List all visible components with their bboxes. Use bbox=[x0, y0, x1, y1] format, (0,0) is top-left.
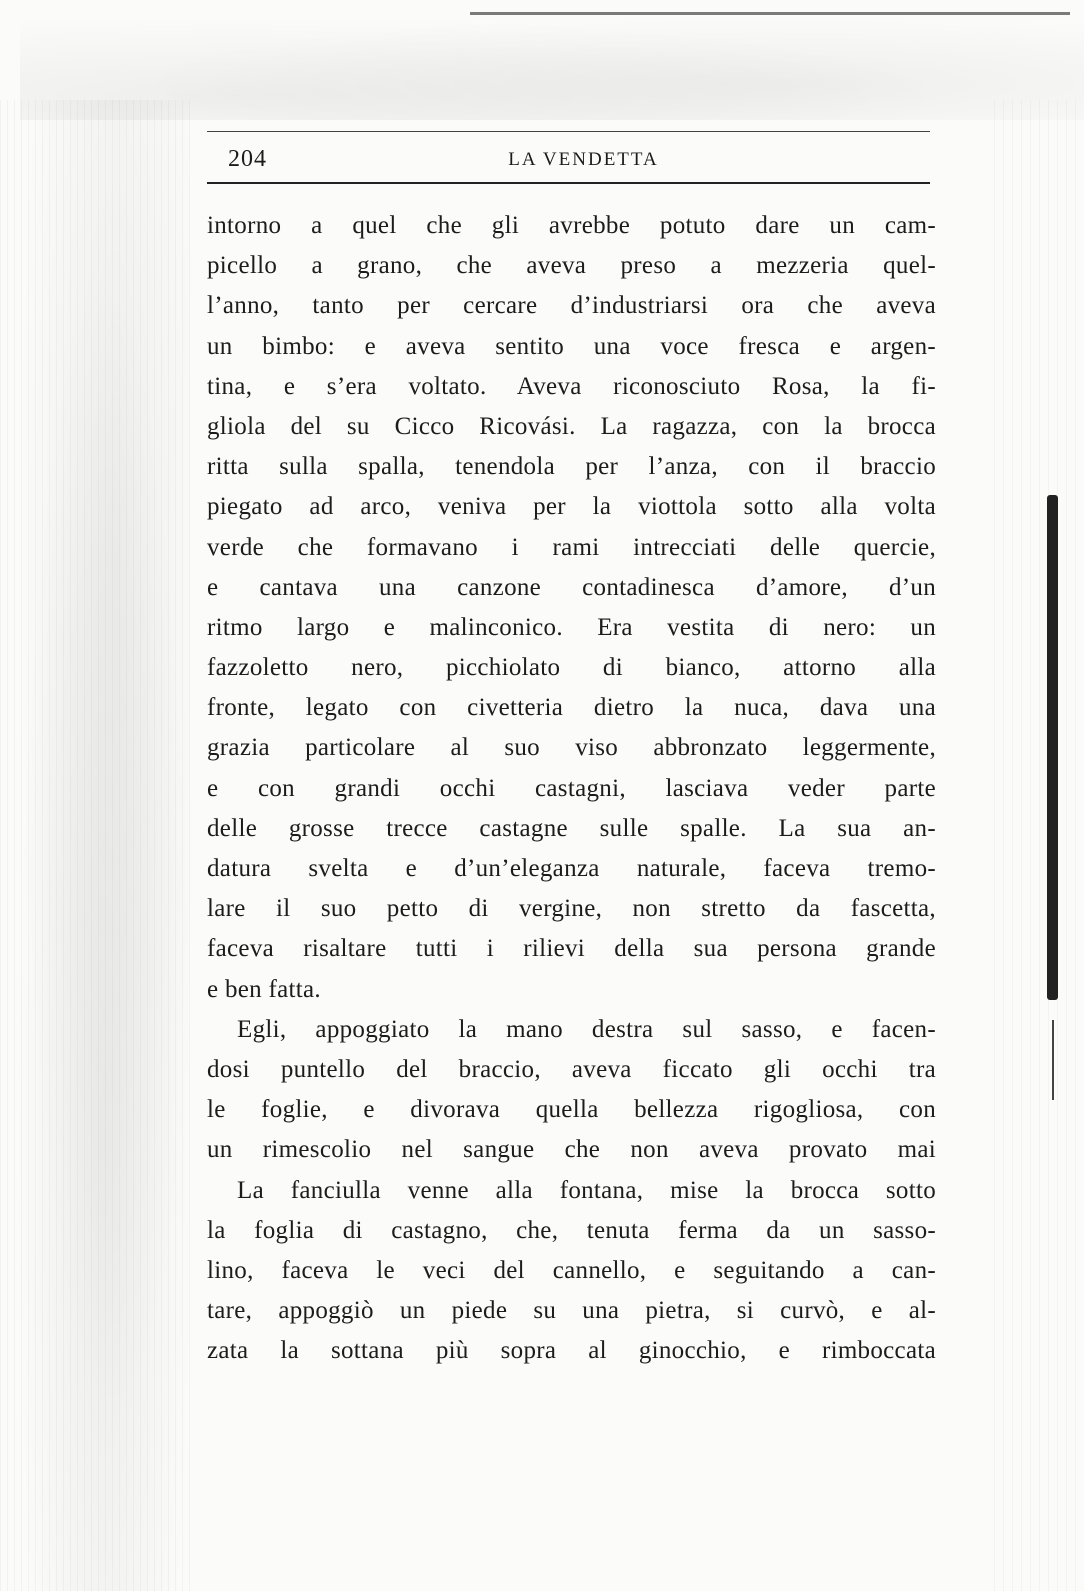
text-line: le foglie, e divorava quella bellezza rigogliosa, con bbox=[207, 1096, 936, 1124]
running-title: LA VENDETTA bbox=[508, 149, 659, 170]
text-line: e cantava una canzone contadinesca d’amore, d’un bbox=[207, 573, 936, 601]
text-line: la foglia di castagno, che, tenuta ferma da un sasso- bbox=[207, 1216, 936, 1244]
text-line: piegato ad arco, veniva per la viottola sotto alla volta bbox=[207, 493, 936, 521]
text-line: lare il suo petto di vergine, non stretto da fascetta, bbox=[207, 895, 936, 923]
text-line: l’anno, tanto per cercare d’industriarsi ora che aveva bbox=[207, 292, 936, 320]
text-line: lino, faceva le veci del cannello, e seguitando a can- bbox=[207, 1256, 936, 1284]
page-number: 204 bbox=[228, 146, 267, 172]
text-line: intorno a quel che gli avrebbe potuto dare un cam- bbox=[207, 212, 936, 239]
paragraph-end-line: un rimescolio nel sangue che non aveva provato mai bbox=[207, 1136, 936, 1164]
text-line: datura svelta e d’un’eleganza naturale, faceva tremo- bbox=[207, 855, 936, 882]
binding-shadow-line bbox=[1052, 1020, 1054, 1100]
text-line: grazia particolare al suo viso abbronzato leggermente, bbox=[207, 734, 936, 762]
body-text bbox=[207, 206, 936, 1371]
page-header bbox=[207, 138, 930, 182]
paragraph-start-line: Egli, appoggiato la mano destra sul sasso, e facen- bbox=[237, 1015, 936, 1043]
scan-noise-right-margin bbox=[994, 100, 1084, 1591]
text-line: fronte, legato con civetteria dietro la nuca, dava una bbox=[207, 694, 936, 722]
scan-edge-line bbox=[470, 12, 1070, 15]
text-line: gliola del su Cicco Ricovási. La ragazza, con la brocca bbox=[207, 412, 936, 440]
text-line: dosi puntello del braccio, aveva ficcato gli occhi tra bbox=[207, 1055, 936, 1083]
text-line: un bimbo: e aveva sentito una voce fresca e argen- bbox=[207, 332, 936, 360]
paragraph-end-line: e ben fatta. bbox=[207, 975, 321, 1003]
header-bottom-rule bbox=[207, 182, 930, 184]
text-line: ritmo largo e malinconico. Era vestita di nero: un bbox=[207, 613, 936, 641]
text-line: tina, e s’era voltato. Aveva riconosciuto Rosa, la fi- bbox=[207, 372, 936, 400]
text-line: verde che formavano i rami intrecciati delle quercie, bbox=[207, 533, 936, 561]
text-line: zata la sottana più sopra al ginocchio, e rimboccata bbox=[207, 1337, 936, 1365]
text-line: delle grosse trecce castagne sulle spalle. La sua an- bbox=[207, 814, 936, 842]
paragraph-start-line: La fanciulla venne alla fontana, mise la brocca sotto bbox=[237, 1176, 936, 1204]
scan-noise-left-margin bbox=[0, 100, 190, 1591]
text-line: tare, appoggiò un piede su una pietra, si curvò, e al- bbox=[207, 1297, 936, 1325]
text-line: e con grandi occhi castagni, lasciava veder parte bbox=[207, 774, 936, 802]
text-line: faceva risaltare tutti i rilievi della sua persona grande bbox=[207, 935, 936, 963]
binding-shadow-bar bbox=[1047, 495, 1058, 1000]
header-top-rule bbox=[207, 131, 930, 132]
text-line: fazzoletto nero, picchiolato di bianco, attorno alla bbox=[207, 654, 936, 682]
text-line: ritta sulla spalla, tenendola per l’anza, con il braccio bbox=[207, 453, 936, 481]
text-line: picello a grano, che aveva preso a mezzeria quel- bbox=[207, 252, 936, 280]
